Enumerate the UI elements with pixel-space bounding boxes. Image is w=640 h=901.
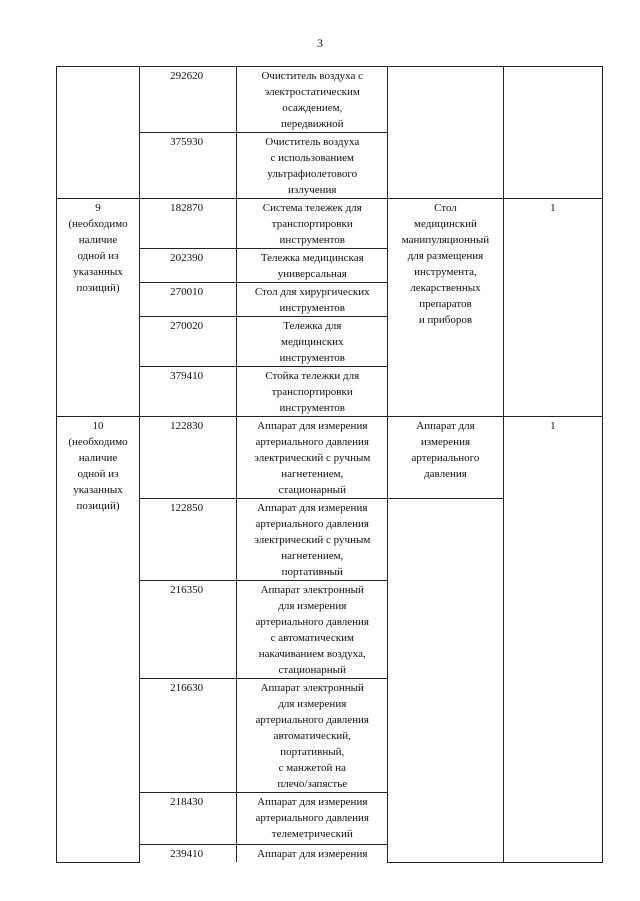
item-name-cell: Система тележек для транспортировки инструментов (237, 199, 388, 249)
item-name-cell: Аппарат электронный для измерения артериального давления с автоматическим накачиванием воздуха, стационарный (237, 581, 388, 679)
table-row (57, 199, 603, 249)
item-name-cell: Очиститель воздуха с использованием ультрафиолетового излучения (237, 133, 388, 199)
item-code-cell: 375930 (140, 133, 237, 199)
group-label-cell: 10 (необходимо наличие одной из указанных позиций) (57, 417, 140, 863)
item-code-cell: 270020 (140, 317, 237, 367)
group-quantity-cell: 1 (503, 417, 602, 863)
group-quantity-cell: 1 (503, 199, 602, 417)
item-name-cell: Стойка тележки для транспортировки инструментов (237, 367, 388, 417)
item-code-cell: 216350 (140, 581, 237, 679)
item-name-cell: Аппарат для измерения (237, 845, 388, 863)
group-quantity-cell (503, 67, 602, 199)
item-name-cell: Аппарат для измерения артериального давления электрический с ручным нагнетением, стационарный (237, 417, 388, 499)
item-code-cell: 239410 (140, 845, 237, 863)
group-description-cell (388, 67, 503, 199)
table-row (57, 417, 603, 499)
group-description-cell: Аппарат для измерения артериального давления (388, 417, 503, 499)
item-code-cell: 122850 (140, 499, 237, 581)
item-name-cell: Аппарат для измерения артериального давления телеметрический (237, 793, 388, 845)
item-code-cell: 202390 (140, 249, 237, 283)
group-description-cell: Стол медицинский манипуляционный для размещения инструмента, лекарственных препаратов и приборов (388, 199, 503, 417)
group-description-cell (388, 499, 503, 863)
item-code-cell: 292620 (140, 67, 237, 133)
item-name-cell: Стол для хирургических инструментов (237, 283, 388, 317)
item-code-cell: 270010 (140, 283, 237, 317)
item-code-cell: 122830 (140, 417, 237, 499)
item-code-cell: 216630 (140, 679, 237, 793)
item-name-cell: Очиститель воздуха с электростатическим осаждением, передвижной (237, 67, 388, 133)
item-name-cell: Тележка медицинская универсальная (237, 249, 388, 283)
item-name-cell: Аппарат для измерения артериального давления электрический с ручным нагнетением, портативный (237, 499, 388, 581)
item-name-cell: Аппарат электронный для измерения артериального давления автоматический, портативный, с манжетой на плечо/запястье (237, 679, 388, 793)
group-label-cell (57, 67, 140, 199)
item-name-cell: Тележка для медицинских инструментов (237, 317, 388, 367)
table-row (57, 67, 603, 133)
page-number: 3 (317, 36, 323, 50)
item-code-cell: 218430 (140, 793, 237, 845)
item-code-cell: 182870 (140, 199, 237, 249)
item-code-cell: 379410 (140, 367, 237, 417)
group-label-cell: 9 (необходимо наличие одной из указанных позиций) (57, 199, 140, 417)
equipment-table (56, 66, 603, 863)
